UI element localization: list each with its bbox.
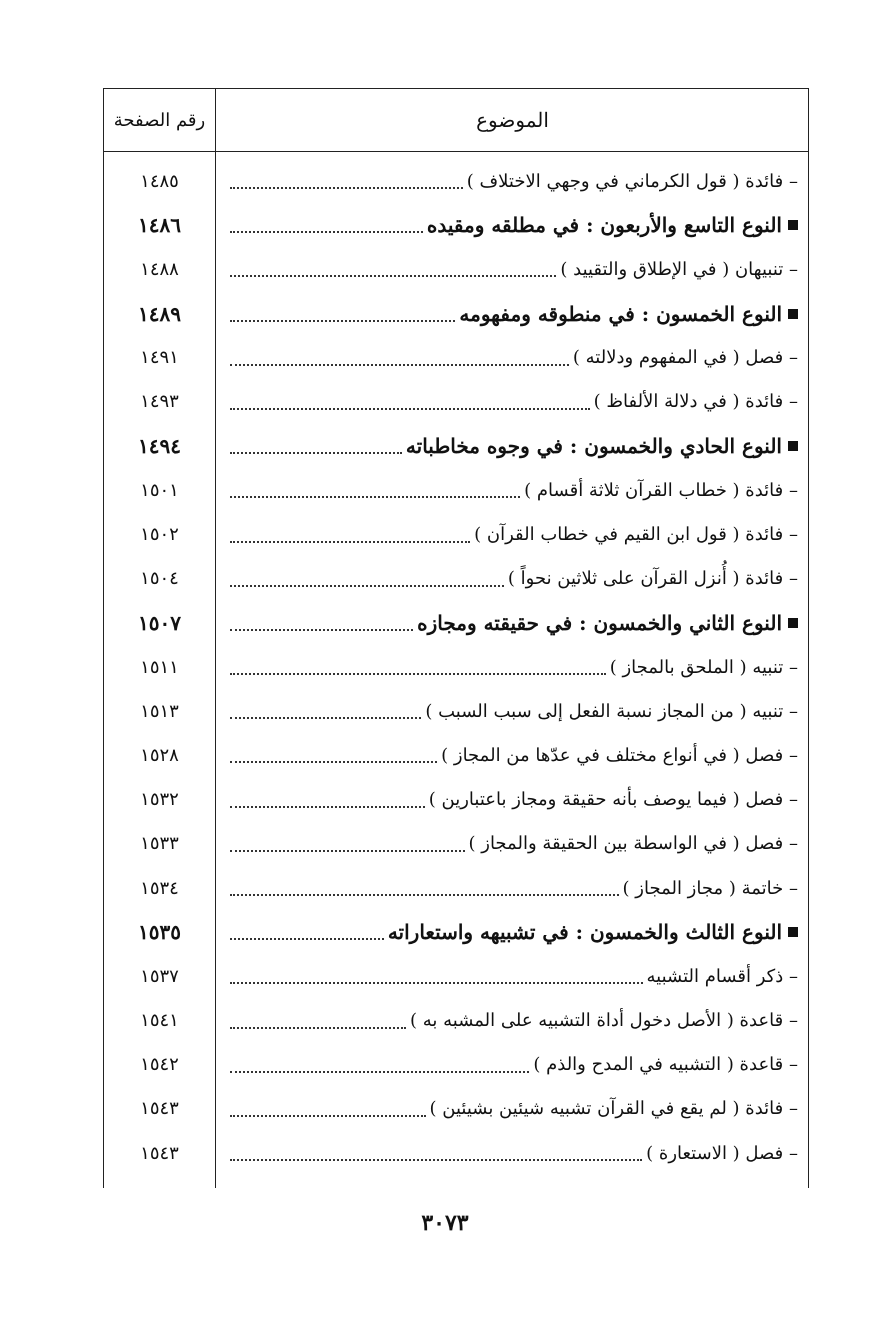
toc-entry <box>226 689 798 733</box>
toc-entry <box>226 336 798 380</box>
toc-entry <box>226 910 798 954</box>
toc-entry <box>226 159 798 203</box>
dot-leader <box>230 364 569 366</box>
toc-entry-title: – فصل ( في أنواع مختلف في عدّها من المجاز ) <box>441 744 798 766</box>
square-bullet-icon <box>788 220 798 230</box>
dot-leader <box>230 541 470 543</box>
toc-page-number: ١٥٠٤ <box>140 568 179 590</box>
toc-entry-title: النوع الحادي والخمسون : في وجوه مخاطباته <box>405 434 782 459</box>
dot-leader <box>230 629 413 631</box>
toc-page-number: ١٥٤١ <box>140 1010 179 1032</box>
page-folio: ٣٠٧٣ <box>421 1210 469 1236</box>
dot-leader <box>230 850 465 852</box>
toc-entry-title: – قاعدة ( التشبيه في المدح والذم ) <box>533 1054 798 1076</box>
toc-entry-title: – فائدة ( في دلالة الألفاظ ) <box>593 391 798 413</box>
dot-leader <box>230 982 643 984</box>
toc-entry-row <box>104 733 808 777</box>
toc-entry-title: – خاتمة ( مجاز المجاز ) <box>622 877 798 899</box>
toc-chapter-row <box>104 424 808 468</box>
dot-leader <box>230 1115 426 1117</box>
dot-leader <box>230 806 425 808</box>
toc-entry <box>226 1043 798 1087</box>
toc-page-number: ١٥٣٥ <box>138 920 181 945</box>
dot-leader <box>230 1159 642 1161</box>
toc-entry-title: – تنبيه ( من المجاز نسبة الفعل إلى سبب السبب ) <box>425 700 798 722</box>
dot-leader <box>230 320 455 322</box>
toc-entry <box>226 999 798 1043</box>
dot-leader <box>230 761 437 763</box>
toc-page-number: ١٥٣٧ <box>140 965 179 987</box>
toc-entry-row <box>104 1043 808 1087</box>
toc-chapter-row <box>104 203 808 247</box>
toc-entry-row <box>104 247 808 291</box>
toc-entry <box>226 733 798 777</box>
dot-leader <box>230 1071 529 1073</box>
toc-page-number: ١٤٨٥ <box>140 170 179 192</box>
toc-page-number: ١٥٠١ <box>140 479 179 501</box>
toc-chapter-row <box>104 601 808 645</box>
toc-entry <box>226 557 798 601</box>
square-bullet-icon <box>788 441 798 451</box>
toc-page-number: ١٥١٣ <box>140 700 179 722</box>
toc-entry-row <box>104 1087 808 1131</box>
toc-entry <box>226 822 798 866</box>
dot-leader <box>230 717 421 719</box>
toc-page-number: ١٤٨٦ <box>138 213 181 238</box>
toc-entry <box>226 292 798 336</box>
toc-page-number: ١٥٣٣ <box>140 833 179 855</box>
toc-entry-title: – فائدة ( قول ابن القيم في خطاب القرآن ) <box>474 524 798 545</box>
toc-page-number: ١٤٩٣ <box>140 391 179 413</box>
toc-entry-title: – فصل ( فيما يوصف بأنه حقيقة ومجاز باعتبارين ) <box>428 789 798 811</box>
toc-entry-title: – تنبيهان ( في الإطلاق والتقييد ) <box>560 258 798 280</box>
toc-entry <box>226 954 798 998</box>
toc-entry <box>226 247 798 291</box>
toc-page-number: ١٥٠٧ <box>138 610 181 635</box>
toc-entry-title: – فائدة ( لم يقع في القرآن تشبيه شيئين بشيئين ) <box>429 1098 798 1120</box>
toc-entry-title: – قاعدة ( الأصل دخول أداة التشبيه على المشبه به ) <box>409 1010 798 1032</box>
toc-entry <box>226 866 798 910</box>
toc-page-number: ١٥٤٢ <box>140 1054 179 1076</box>
toc-page-number: ١٥٤٣ <box>140 1098 179 1120</box>
toc-page-number: ١٤٨٩ <box>138 301 181 326</box>
toc-entry-row <box>104 778 808 822</box>
toc-entry-title: – فصل ( الاستعارة ) <box>646 1142 798 1164</box>
toc-entry-title: – فصل ( في المفهوم ودلالته ) <box>572 347 798 369</box>
toc-page-number: ١٥٠٢ <box>140 524 179 545</box>
table-header <box>104 89 808 152</box>
toc-entry-title: النوع الثالث والخمسون : في تشبيهه واستعاراته <box>387 920 782 945</box>
toc-entry-title: – فائدة ( قول الكرماني في وجهي الاختلاف ) <box>466 170 798 192</box>
toc-entry-row <box>104 380 808 424</box>
toc-entry <box>226 380 798 424</box>
toc-entry-row <box>104 645 808 689</box>
toc-entry-row <box>104 468 808 512</box>
toc-chapter-row <box>104 292 808 336</box>
toc-page-number: ١٤٩٤ <box>138 434 181 459</box>
toc-entry-row <box>104 1131 808 1175</box>
toc-entry-title: النوع الخمسون : في منطوقه ومفهومه <box>459 301 782 326</box>
toc-entry-row <box>104 866 808 910</box>
dot-leader <box>230 187 463 189</box>
toc-entry-row <box>104 689 808 733</box>
toc-page-number: ١٥٣٤ <box>140 877 179 899</box>
dot-leader <box>230 894 619 896</box>
dot-leader <box>230 938 384 940</box>
dot-leader <box>230 585 504 587</box>
toc-rows <box>104 159 808 1175</box>
toc-chapter-row <box>104 910 808 954</box>
toc-page-number: ١٥٤٣ <box>140 1142 179 1164</box>
toc-entry <box>226 468 798 512</box>
toc-entry-title: – فائدة ( خطاب القرآن ثلاثة أقسام ) <box>524 479 798 501</box>
toc-entry <box>226 1131 798 1175</box>
dot-leader <box>230 452 402 454</box>
toc-entry <box>226 203 798 247</box>
toc-page-number: ١٤٨٨ <box>140 258 179 280</box>
toc-entry-row <box>104 336 808 380</box>
toc-entry <box>226 778 798 822</box>
header-topic: الموضوع <box>476 108 549 132</box>
toc-entry <box>226 1087 798 1131</box>
toc-entry-row <box>104 557 808 601</box>
toc-page-number: ١٥٣٢ <box>140 789 179 811</box>
toc-page-number: ١٥٢٨ <box>140 744 179 766</box>
toc-entry-title: النوع الثاني والخمسون : في حقيقته ومجازه <box>417 610 782 635</box>
toc-entry <box>226 513 798 557</box>
toc-entry <box>226 424 798 468</box>
toc-entry-title: – فائدة ( أُنزل القرآن على ثلاثين نحواً ) <box>507 568 798 590</box>
dot-leader <box>230 408 590 410</box>
square-bullet-icon <box>788 309 798 319</box>
header-page-number: رقم الصفحة <box>113 109 206 131</box>
toc-entry-title: – ذكر أقسام التشبيه <box>646 965 798 987</box>
square-bullet-icon <box>788 927 798 937</box>
square-bullet-icon <box>788 618 798 628</box>
toc-entry-row <box>104 954 808 998</box>
toc-entry-row <box>104 822 808 866</box>
dot-leader <box>230 275 556 277</box>
toc-entry-row <box>104 159 808 203</box>
toc-entry-row <box>104 513 808 557</box>
dot-leader <box>230 1027 406 1029</box>
toc-entry <box>226 645 798 689</box>
toc-table <box>103 88 809 1188</box>
toc-page-number: ١٤٩١ <box>140 347 179 369</box>
dot-leader <box>230 496 520 498</box>
dot-leader <box>230 231 423 233</box>
dot-leader <box>230 673 606 675</box>
toc-entry-row <box>104 999 808 1043</box>
toc-entry-title: النوع التاسع والأربعون : في مطلقه ومقيده <box>426 213 782 238</box>
toc-entry-title: – فصل ( في الواسطة بين الحقيقة والمجاز ) <box>468 833 798 855</box>
toc-page-number: ١٥١١ <box>140 656 179 678</box>
toc-entry-title: – تنبيه ( الملحق بالمجاز ) <box>609 656 798 678</box>
toc-entry <box>226 601 798 645</box>
